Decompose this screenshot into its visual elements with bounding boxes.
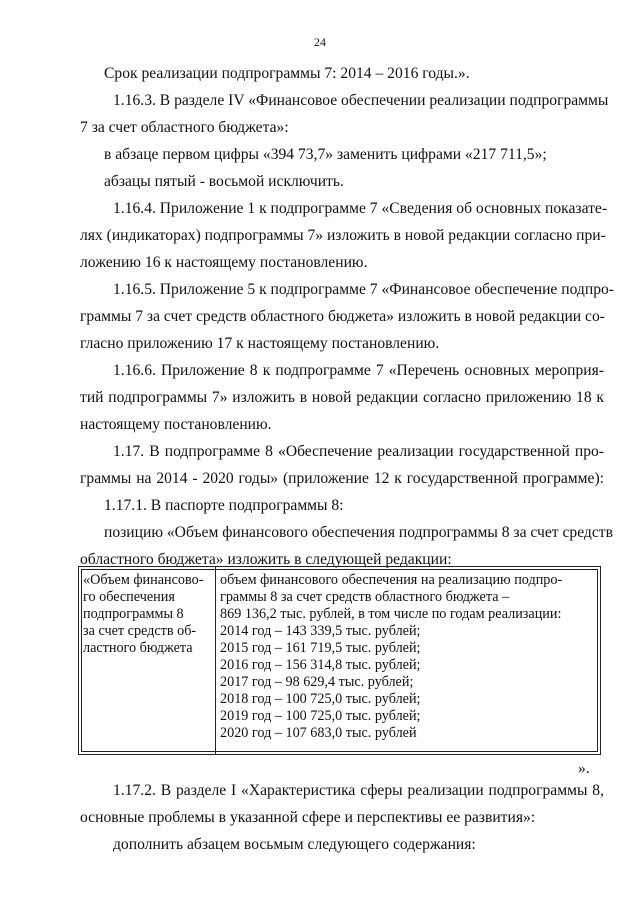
paragraph-line: лях (индикаторах) подпрограммы 7» изложить в новой редакции согласно при- [80, 227, 606, 244]
paragraph-line: основные проблемы в указанной сфере и перспективы ее развития»: [80, 809, 536, 826]
table-label-line: подпрограммы 8 [83, 606, 184, 622]
paragraph-line: 1.16.5. Приложение 5 к подпрограмме 7 «Финансовое обеспечение подпро- [113, 281, 614, 298]
paragraph-line: 7 за счет областного бюджета»: [80, 119, 289, 136]
paragraph-line: граммы 7 за счет средств областного бюджета» изложить в новой редакции со- [80, 308, 605, 325]
paragraph-line: гласно приложению 17 к настоящему постановлению. [80, 335, 440, 352]
table-value-line: объем финансового обеспечения на реализацию подпро- [220, 572, 563, 588]
table-label-line: «Объем финансово- [83, 572, 204, 588]
financing-table [78, 566, 601, 755]
table-value-cell [220, 572, 598, 742]
paragraph-line: дополнить абзацем восьмым следующего содержания: [113, 836, 476, 853]
table-value-line: 2019 год – 100 725,0 тыс. рублей; [220, 708, 421, 724]
paragraph-line: настоящему постановлению. [80, 416, 272, 433]
table-value-line: 869 136,2 тыс. рублей, в том числе по годам реализации: [220, 606, 562, 622]
table-column-divider [215, 567, 216, 754]
paragraph-line: 1.17. В подпрограмме 8 «Обеспечение реализации государственной про- [113, 443, 604, 460]
table-value-line: 2015 год – 161 719,5 тыс. рублей; [220, 640, 421, 656]
table-label-cell [83, 572, 213, 657]
paragraph-line: 1.17.1. В паспорте подпрограммы 8: [104, 497, 344, 514]
table-value-line: 2017 год – 98 629,4 тыс. рублей; [220, 674, 414, 690]
table-value-line: граммы 8 за счет средств областного бюджета – [220, 589, 510, 605]
table-label-line: го обеспечения [83, 589, 175, 605]
closing-quote: ». [578, 760, 590, 777]
paragraph-line: позицию «Объем финансового обеспечения подпрограммы 8 за счет средств [104, 524, 613, 541]
table-label-line: ластного бюджета [83, 640, 193, 656]
paragraph-line: областного бюджета» изложить в следующей редакции: [80, 551, 452, 568]
table-value-line: 2018 год – 100 725,0 тыс. рублей; [220, 691, 421, 707]
paragraph-line: 1.17.2. В разделе I «Характеристика сферы реализации подпрограммы 8, [113, 782, 604, 799]
paragraph-line: абзацы пятый - восьмой исключить. [104, 173, 344, 190]
paragraph-line: Срок реализации подпрограммы 7: 2014 – 2016 годы.». [104, 65, 470, 82]
paragraph-line: 1.16.3. В разделе IV «Финансовое обеспечении реализации подпрограммы [113, 92, 609, 109]
page-number: 24 [314, 35, 326, 49]
table-label-line: за счет средств об- [83, 623, 197, 639]
table-value-line: 2020 год – 107 683,0 тыс. рублей [220, 725, 417, 741]
paragraph-line: граммы на 2014 - 2020 годы» (приложение 12 к государственной программе): [80, 470, 604, 487]
paragraph-line: тий подпрограммы 7» изложить в новой редакции согласно приложению 18 к [80, 389, 604, 406]
table-value-line: 2014 год – 143 339,5 тыс. рублей; [220, 623, 421, 639]
paragraph-line: 1.16.6. Приложение 8 к подпрограмме 7 «Перечень основных мероприя- [113, 362, 604, 379]
paragraph-line: ложению 16 к настоящему постановлению. [80, 254, 368, 271]
paragraph-line: в абзаце первом цифры «394 73,7» заменить цифрами «217 711,5»; [104, 146, 547, 163]
table-value-line: 2016 год – 156 314,8 тыс. рублей; [220, 657, 421, 673]
paragraph-line: 1.16.4. Приложение 1 к подпрограмме 7 «Сведения об основных показате- [113, 200, 608, 217]
